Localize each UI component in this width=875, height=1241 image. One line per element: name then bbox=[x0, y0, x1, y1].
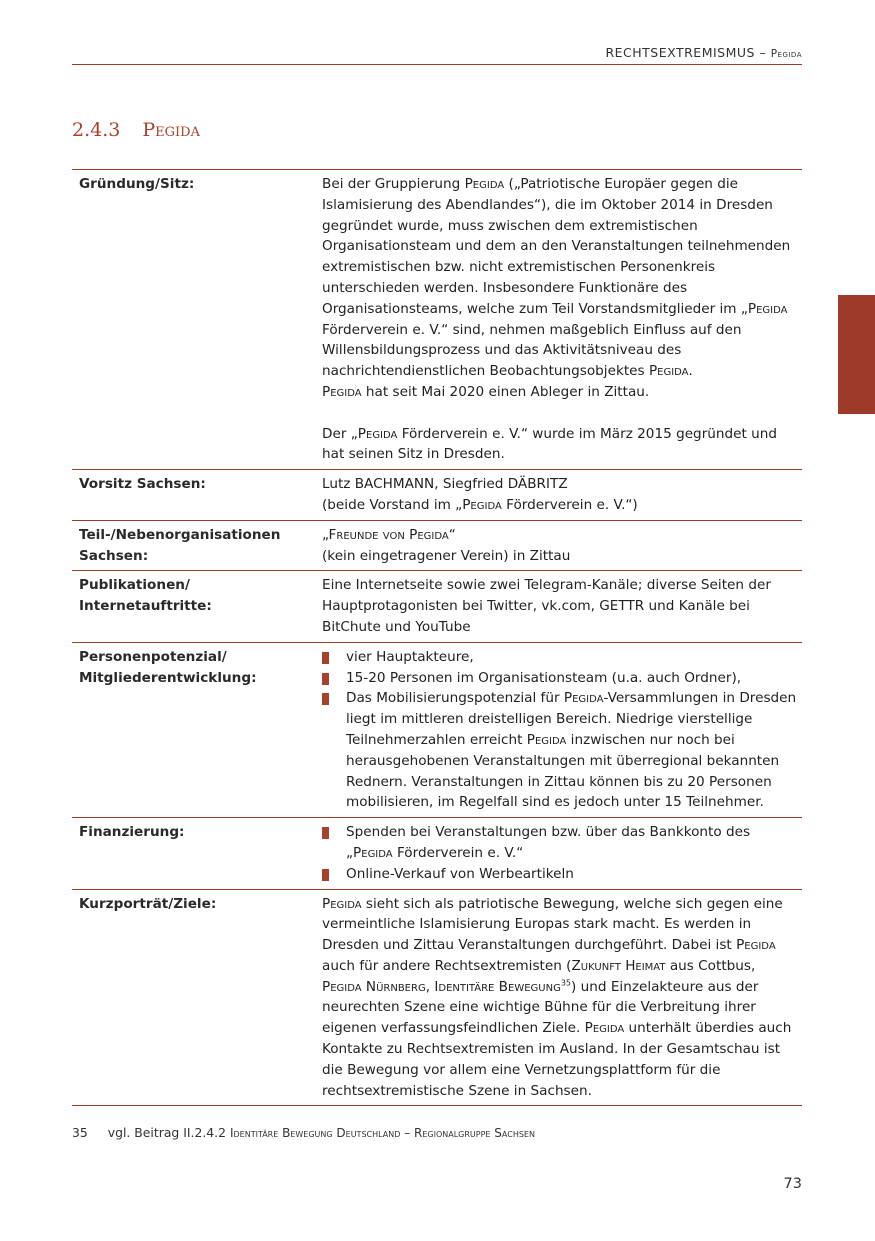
row-value bbox=[322, 818, 802, 889]
section-number: 2.4.3 bbox=[72, 119, 121, 141]
row-value bbox=[322, 170, 802, 470]
list-item: Das Mobilisierungspotenzial für Pegida-Versammlungen in Dresden liegt im mittleren dreistelligen Bereich. Niedrige vierstellige Teilnehmerzahlen erreicht Pegida inzwischen nur noch bei herausgehobenen Veranstaltungen mit überregional bekannten Rednern. Veranstaltungen in Zittau können bis zu 20 Personen mobilisieren, im Regelfall sind es jedoch unter 15 Teilnehmer. bbox=[322, 688, 798, 813]
row-label: Gründung/Sitz: bbox=[79, 176, 195, 192]
row-value bbox=[322, 470, 802, 521]
row-value: Eine Internetseite sowie zwei Telegram-Kanäle; diverse Seiten der Hauptprotagonisten bei Twitter, vk.com, GETTR und Kanäle bei BitChute und YouTube bbox=[322, 577, 771, 635]
bullet-list bbox=[322, 822, 798, 884]
pegida-name: Pegida bbox=[464, 176, 505, 192]
bullet-marker bbox=[322, 827, 329, 839]
gruendung-paragraph-2: Pegida hat seit Mai 2020 einen Ableger in Zittau. bbox=[322, 383, 650, 400]
pegida-name: Pegida bbox=[747, 300, 788, 317]
row-value bbox=[322, 520, 802, 571]
running-subtitle: Pegida bbox=[770, 48, 802, 60]
pegida-name: Pegida bbox=[462, 496, 502, 513]
bullet-marker bbox=[322, 693, 329, 705]
table-row-personenpotenzial bbox=[72, 642, 802, 817]
pegida-name: Pegida bbox=[357, 425, 398, 442]
row-label: Vorsitz Sachsen: bbox=[79, 476, 206, 493]
paragraph-gap bbox=[322, 403, 798, 424]
row-label: Teil-/Nebenorganisationen Sachsen: bbox=[79, 526, 281, 564]
pegida-name: Pegida bbox=[648, 363, 689, 380]
gruendung-paragraph-3: Der „Pegida Förderverein e. V.“ wurde im März 2015 gegründet und hat seinen Sitz in Dresden. bbox=[322, 425, 778, 463]
row-value bbox=[322, 642, 802, 817]
footnote-reference[interactable]: 35 bbox=[560, 978, 572, 988]
footnote-reference-title: Identitäre Bewegung Deutschland – Regionalgruppe Sachsen bbox=[229, 1126, 535, 1140]
vorsitz-note: (beide Vorstand im „Pegida Förderverein e. V.“) bbox=[322, 496, 638, 513]
running-title: RECHTSEXTREMISMUS – bbox=[605, 45, 767, 60]
suborganisation-name: „Freunde von Pegida“ bbox=[322, 526, 456, 543]
bullet-marker bbox=[322, 869, 329, 881]
section-title: Pegida bbox=[142, 119, 200, 141]
bullet-marker bbox=[322, 652, 329, 664]
pegida-name: Pegida bbox=[353, 844, 393, 861]
list-item: 15-20 Personen im Organisationsteam (u.a. auch Ordner), bbox=[322, 668, 798, 689]
vorsitz-names: Lutz BACHMANN, Siegfried DÄBRITZ bbox=[322, 476, 568, 493]
row-label: Publikationen/ Internetauftritte: bbox=[79, 577, 212, 615]
pegida-name: Pegida bbox=[526, 731, 567, 748]
row-label: Kurzporträt/Ziele: bbox=[79, 895, 217, 912]
suborganisation-note: (kein eingetragener Verein) in Zittau bbox=[322, 547, 571, 564]
table-row-gruendung bbox=[72, 170, 802, 470]
page-number: 73 bbox=[783, 1176, 802, 1192]
footnote-prefix: vgl. Beitrag II.2.4.2 bbox=[107, 1125, 226, 1140]
footnote-number: 35 bbox=[72, 1125, 88, 1140]
running-header bbox=[72, 45, 802, 65]
org-name-pegida-nuernberg: Pegida Nürnberg bbox=[322, 978, 426, 995]
gruendung-paragraph-1: Bei der Gruppierung Pegida („Patriotische Europäer gegen die Islamisierung des Abendlandes“), die im Oktober 2014 in Dresden gegründet wurde, muss zwischen dem extremistischen Organisationsteam und dem an den Veranstaltungen teilnehmenden extremistischen bzw. nicht extremistischen Personenkreis unterschieden werden. Insbesondere Funktionäre des Organisationsteams, welche zum Teil Vorstandsmitglieder im „Pegida Förderverein e. V.“ sind, nehmen maßgeblich Einfluss auf den Willensbildungsprozess und das Aktivitätsniveau des nachrichtendienstlichen Beobachtungsobjektes Pegida. bbox=[322, 176, 791, 380]
table-row-finanzierung bbox=[72, 818, 802, 889]
table-row-kurzportraet bbox=[72, 889, 802, 1106]
table-row-publikationen bbox=[72, 571, 802, 642]
row-value: Pegida sieht sich als patriotische Bewegung, welche sich gegen eine vermeintliche Islamisierung Europas stark macht. Es werden in Dresden und Zittau Veranstaltungen durchgeführt. Dabei ist Pegida auch für andere Rechtsextremisten (Zukunft Heimat aus Cottbus, Pegida Nürnberg, Identitäre Bewegung$^{35}$) und Einzelakteure aus der neurechten Szene eine wichtige Bühne für die Verbreitung ihrer eigenen verfassungsfeindlichen Ziele. Pegida unterhält überdies auch Kontakte zu Rechtsextremisten im Ausland. In der Gesamtschau ist die Bewegung vor allem eine Vernetzungsplattform für die rechtsextremistische Szene in Sachsen. bbox=[322, 895, 792, 1099]
pegida-name: Pegida bbox=[584, 1020, 625, 1037]
section-heading bbox=[72, 119, 200, 141]
pegida-name: Pegida bbox=[322, 895, 362, 912]
pegida-name: Pegida bbox=[322, 383, 362, 400]
bullet-list bbox=[322, 647, 798, 813]
list-item: Online-Verkauf von Werbeartikeln bbox=[322, 864, 798, 885]
list-item: vier Hauptakteure, bbox=[322, 647, 798, 668]
org-name-identitaere-bewegung: Identitäre Bewegung bbox=[434, 978, 561, 995]
row-label: Finanzierung: bbox=[79, 824, 185, 841]
footnote bbox=[72, 1125, 535, 1140]
bullet-marker bbox=[322, 673, 329, 685]
chapter-marker-tab bbox=[838, 295, 875, 414]
table-row-vorsitz bbox=[72, 470, 802, 521]
pegida-name: Pegida bbox=[563, 690, 604, 707]
row-label: Personenpotenzial/ Mitgliederentwicklung: bbox=[79, 648, 257, 686]
table-row-teilorganisationen bbox=[72, 520, 802, 571]
profile-table bbox=[72, 169, 802, 1106]
list-item: Spenden bei Veranstaltungen bzw. über das Bankkonto des „Pegida Förderverein e. V.“ bbox=[322, 822, 798, 864]
org-name-zukunft-heimat: Zukunft Heimat bbox=[571, 957, 666, 974]
pegida-name: Pegida bbox=[736, 937, 776, 954]
